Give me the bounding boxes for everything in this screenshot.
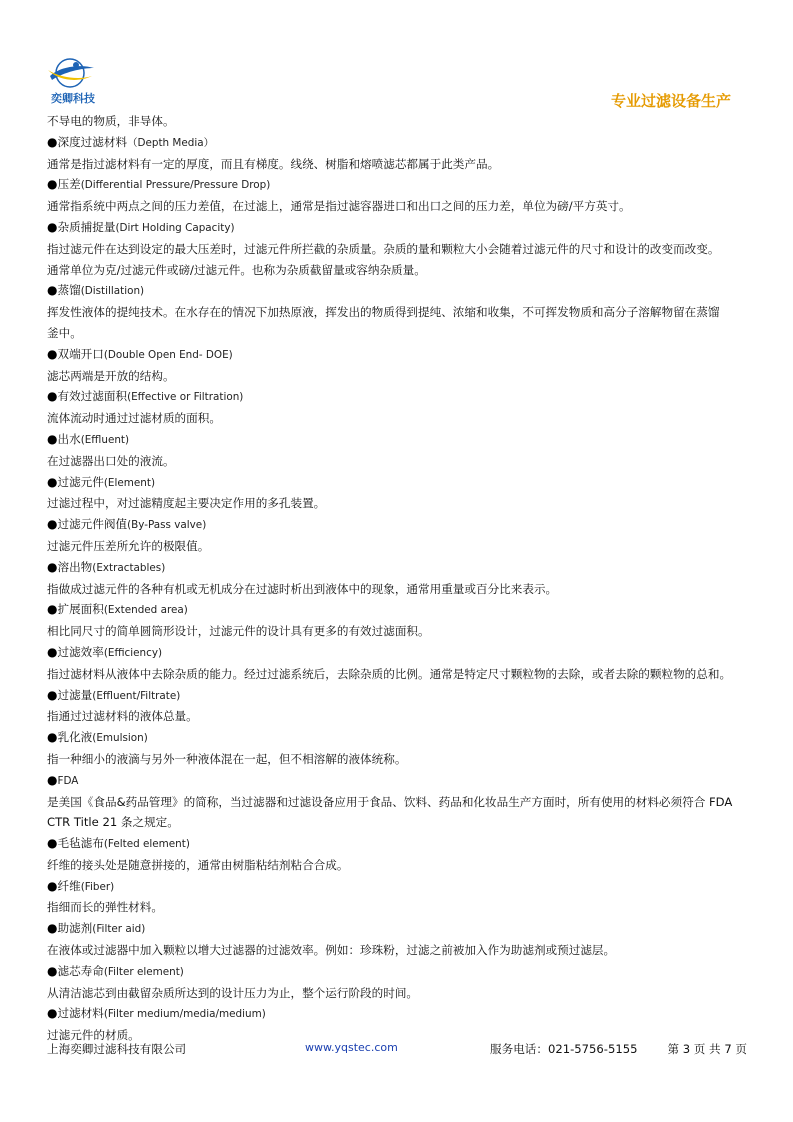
logo-globe-icon [46, 56, 96, 90]
term-definition: 通常指系统中两点之间的压力差值，在过滤上，通常是指过滤容器进口和出口之间的压力差，单位为磅/平方英寸。 [47, 199, 631, 214]
bullet-icon: ● [47, 644, 58, 659]
glossary-term [47, 386, 757, 408]
term-chinese: 过滤材料 [57, 1006, 104, 1021]
term-english: (By-Pass valve) [127, 519, 207, 532]
glossary-term [47, 472, 757, 494]
bullet-icon: ● [47, 878, 58, 893]
bullet-icon: ● [47, 772, 58, 787]
term-definition: 是美国《食品&药品管理》的简称，当过滤器和过滤设备应用于食品、饮料、药品和化妆品生产方面时，所有使用的材料必须符合 FDA [47, 794, 733, 809]
bullet-icon: ● [47, 431, 58, 446]
bullet-icon: ● [47, 963, 58, 978]
term-definition: 指过滤材料从液体中去除杂质的能力。经过过滤系统后，去除杂质的比例。通常是特定尺寸颗粒物的去除，或者去除的颗粒物的总和。 [47, 666, 732, 681]
header-tagline: 专业过滤设备生产 [610, 92, 731, 110]
bullet-icon: ● [47, 177, 58, 192]
term-chinese: 杂质捕捉量 [57, 219, 116, 234]
term-definition: 指细而长的弹性材料。 [47, 900, 163, 915]
intro-line: 不导电的物质，非导体。 [47, 114, 175, 128]
term-english: (Differential Pressure/Pressure Drop) [80, 179, 271, 192]
term-english: (Felted element) [103, 838, 190, 851]
term-chinese: 过滤元件阀值 [57, 517, 128, 532]
term-definition: 纤维的接头处是随意拼接的，通常由树脂粘结剂粘合合成。 [47, 857, 349, 872]
term-definition: 指一种细小的液滴与另外一种液体混在一起，但不相溶解的液体统称。 [47, 751, 407, 766]
term-definition: 相比同尺寸的简单圆筒形设计，过滤元件的设计具有更多的有效过滤面积。 [47, 624, 430, 639]
bullet-icon: ● [47, 219, 58, 234]
term-chinese: 纤维 [57, 878, 81, 893]
term-chinese: 深度过滤材料 [57, 134, 128, 149]
term-english: (Effluent/Filtrate) [92, 689, 181, 702]
term-english: (Filter medium/media/medium) [103, 1008, 266, 1021]
term-definition: 过滤过程中，对过滤精度起主要决定作用的多孔装置。 [47, 496, 326, 511]
term-chinese: 过滤效率 [57, 644, 104, 659]
glossary-term [47, 429, 757, 451]
term-chinese: 过滤量 [57, 687, 93, 702]
term-definition: 指做成过滤元件的各种有机或无机成分在过滤时析出到液体中的现象，通常用重量或百分比来表示。 [47, 581, 558, 596]
footer-phone: 服务电话：021-5756-5155 [490, 1042, 638, 1056]
company-logo [46, 56, 96, 105]
term-definition: 通常单位为克/过滤元件或磅/过滤元件。也称为杂质截留量或容纳杂质量。 [47, 262, 426, 277]
term-chinese: 扩展面积 [57, 602, 104, 617]
bullet-icon: ● [47, 730, 58, 745]
term-chinese: 蒸馏 [57, 283, 81, 298]
glossary-term [47, 132, 757, 154]
logo-text: 奕卿科技 [51, 92, 95, 105]
glossary-term [47, 770, 757, 792]
term-english: (Efficiency) [103, 646, 163, 659]
bullet-icon: ● [47, 1006, 58, 1021]
bullet-icon: ● [47, 283, 58, 298]
bullet-icon: ● [47, 836, 58, 851]
bullet-icon: ● [47, 389, 58, 404]
term-english: FDA [57, 774, 79, 787]
footer-page-number: 第 3 页 共 7 页 [667, 1042, 747, 1056]
term-english: (Effective or Filtration) [127, 391, 244, 404]
bullet-icon: ● [47, 559, 58, 574]
term-definition: 通常是指过滤材料有一定的厚度，而且有梯度。线绕、树脂和熔喷滤芯都属于此类产品。 [47, 156, 500, 171]
term-definition: 指通过过滤材料的液体总量。 [47, 709, 198, 724]
glossary-term [47, 599, 757, 621]
term-definition: CTR Title 21 条之规定。 [47, 815, 179, 830]
glossary-term [47, 961, 757, 983]
glossary-term [47, 642, 757, 664]
term-english: (Fiber) [80, 880, 115, 893]
term-chinese: 双端开口 [57, 346, 104, 361]
term-definition: 挥发性液体的提纯技术。在水存在的情况下加热原液，挥发出的物质得到提纯、浓缩和收集，不可挥发物质和高分子溶解物留在蒸馏 [47, 305, 720, 320]
glossary-term [47, 174, 757, 196]
footer-company: 上海奕卿过滤科技有限公司 [47, 1042, 187, 1056]
term-english: (Emulsion) [92, 732, 148, 745]
glossary-term [47, 876, 757, 898]
bullet-icon: ● [47, 346, 58, 361]
term-chinese: 压差 [57, 177, 81, 192]
bullet-icon: ● [47, 474, 58, 489]
term-chinese: 乳化液 [57, 730, 93, 745]
glossary-term [47, 685, 757, 707]
term-english: (Double Open End- DOE) [103, 348, 233, 361]
glossary-term [47, 557, 757, 579]
glossary-term [47, 344, 757, 366]
glossary-content [47, 111, 757, 1046]
term-definition: 过滤元件的材质。 [47, 1028, 140, 1043]
footer-website-link[interactable]: www.yqstec.com [305, 1041, 398, 1054]
page-footer [47, 1041, 747, 1059]
bullet-icon: ● [47, 921, 58, 936]
term-definition: 指过滤元件在达到设定的最大压差时，过滤元件所拦截的杂质量。杂质的量和颗粒大小会随着过滤元件的尺寸和设计的改变而改变。 [47, 241, 720, 256]
term-definition: 过滤元件压差所允许的极限值。 [47, 538, 210, 553]
term-english: (Distillation) [80, 285, 145, 298]
term-english: (Extended area) [103, 604, 188, 617]
term-chinese: 有效过滤面积 [57, 389, 128, 404]
term-english: (Element) [103, 476, 156, 489]
term-chinese: 出水 [57, 431, 81, 446]
term-chinese: 溶出物 [57, 559, 93, 574]
term-definition: 在过滤器出口处的液流。 [47, 453, 175, 468]
bullet-icon: ● [47, 687, 58, 702]
bullet-icon: ● [47, 517, 58, 532]
glossary-term [47, 280, 757, 302]
bullet-icon: ● [47, 602, 58, 617]
term-english: (Filter element) [103, 965, 184, 978]
term-chinese: 滤芯寿命 [57, 963, 104, 978]
term-chinese: 助滤剂 [57, 921, 93, 936]
term-definition: 从清洁滤芯到由截留杂质所达到的设计压力为止，整个运行阶段的时间。 [47, 985, 419, 1000]
glossary-term [47, 918, 757, 940]
glossary-term [47, 1003, 757, 1025]
term-definition: 釜中。 [47, 325, 82, 340]
term-english: (Dirt Holding Capacity) [115, 221, 235, 234]
term-chinese: 过滤元件 [57, 474, 104, 489]
term-definition: 在液体或过滤器中加入颗粒以增大过滤器的过滤效率。例如：珍珠粉，过滤之前被加入作为助滤剂或预过滤层。 [47, 943, 616, 958]
term-definition: 滤芯两端是开放的结构。 [47, 368, 175, 383]
bullet-icon: ● [47, 134, 58, 149]
term-english: （Depth Media） [127, 136, 215, 149]
glossary-term [47, 727, 757, 749]
term-definition: 流体流动时通过过滤材质的面积。 [47, 411, 221, 426]
term-chinese: 毛毡滤布 [57, 836, 104, 851]
term-english: (Filter aid) [92, 923, 146, 936]
term-english: (Effluent) [80, 433, 130, 446]
glossary-term [47, 514, 757, 536]
glossary-term [47, 833, 757, 855]
glossary-term [47, 217, 757, 239]
term-english: (Extractables) [92, 561, 166, 574]
